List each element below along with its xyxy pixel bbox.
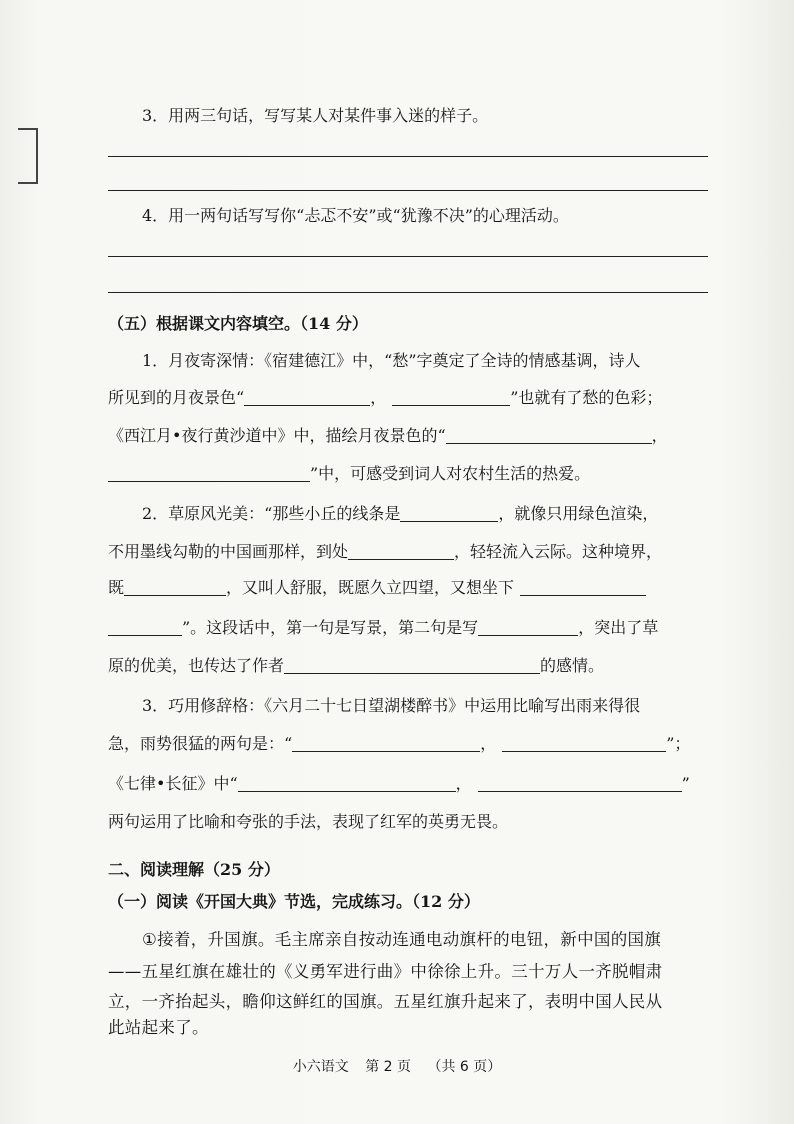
- footer-total: （共 6 页）: [427, 1059, 502, 1075]
- footer-page: 第 2 页: [365, 1059, 411, 1075]
- fill-blank[interactable]: [478, 774, 682, 792]
- answer-line[interactable]: [108, 292, 708, 293]
- page-footer: [0, 1056, 794, 1076]
- question-4: 4．用一两句话写写你“忐忑不安”或“犹豫不决”的心理活动。: [142, 206, 569, 225]
- question-3: 3．用两三句话，写写某人对某件事入迷的样子。: [142, 106, 489, 125]
- fill-blank[interactable]: [400, 504, 498, 522]
- section-5-heading: （五）根据课文内容填空。（14 分）: [108, 314, 368, 333]
- fill-blank[interactable]: [124, 578, 226, 596]
- fill-blank[interactable]: [446, 426, 652, 444]
- s5-item3-line2: 急，雨势很猛的两句是：“ ， ”；: [108, 734, 691, 753]
- s5-item2-line5: 原的优美，也传达了作者 的感情。: [108, 656, 605, 675]
- fill-blank[interactable]: [392, 388, 510, 406]
- answer-line[interactable]: [108, 256, 708, 257]
- s5-item2-line3: 既 ，又叫人舒服，既愿久立四望，又想坐下: [108, 576, 724, 600]
- footer-subject: 小六语文: [292, 1059, 349, 1075]
- fill-blank[interactable]: [238, 774, 456, 792]
- s5-item2-line2: 不用墨线勾勒的中国画那样，到处 ，轻轻流入云际。这种境界，: [108, 542, 663, 561]
- answer-line[interactable]: [108, 190, 708, 191]
- fill-blank[interactable]: [292, 734, 480, 752]
- passage-line: 此站起来了。: [108, 1018, 209, 1037]
- fill-blank[interactable]: [108, 618, 182, 636]
- s5-item2-line1: 2．草原风光美：“那些小丘的线条是 ，就像只用绿色渲染，: [142, 504, 659, 523]
- answer-line[interactable]: [108, 156, 708, 157]
- fill-blank[interactable]: [478, 618, 578, 636]
- s5-item2-line4: ”。这段话中，第一句是写景，第二句是写 ，突出了草: [108, 616, 724, 640]
- fill-blank[interactable]: [502, 734, 666, 752]
- passage-line: ①接着，升国旗。毛主席亲自按动连通电动旗杆的电钮，新中国的国旗: [142, 930, 662, 949]
- passage-line: ——五星红旗在雄壮的《义勇军进行曲》中徐徐上升。三十万人一齐脱帽肃: [108, 962, 663, 981]
- s5-item1-line4: ”中，可感受到词人对农村生活的热爱。: [108, 462, 724, 486]
- s5-item3-line3: 《七律•长征》中“ ， ”: [108, 774, 690, 793]
- fill-blank[interactable]: [520, 578, 646, 596]
- binding-mark: [18, 128, 38, 184]
- part-2-heading: 二、阅读理解（25 分）: [108, 860, 280, 879]
- reading-1-heading: （一）阅读《开国大典》节选，完成练习。（12 分）: [108, 892, 480, 911]
- fill-blank[interactable]: [284, 656, 540, 674]
- s5-item3-line1: 3．巧用修辞格：《六月二十七日望湖楼醉书》中运用比喻写出雨来得很: [142, 696, 641, 715]
- fill-blank[interactable]: [244, 388, 370, 406]
- passage-line: 立，一齐抬起头，瞻仰这鲜红的国旗。五星红旗升起来了，表明中国人民从: [108, 992, 663, 1011]
- s5-item1-line3: 《西江月•夜行黄沙道中》中，描绘月夜景色的“ ，: [108, 426, 668, 445]
- s5-item1-line1: 1．月夜寄深情：《宿建德江》中，“愁”字奠定了全诗的情感基调，诗人: [142, 351, 641, 370]
- fill-blank[interactable]: [348, 542, 454, 560]
- s5-item1-line2: 所见到的月夜景色“ ， ”也就有了愁的色彩；: [108, 388, 663, 407]
- fill-blank[interactable]: [108, 464, 310, 482]
- s5-item3-line4: 两句运用了比喻和夸张的手法，表现了红军的英勇无畏。: [108, 812, 509, 831]
